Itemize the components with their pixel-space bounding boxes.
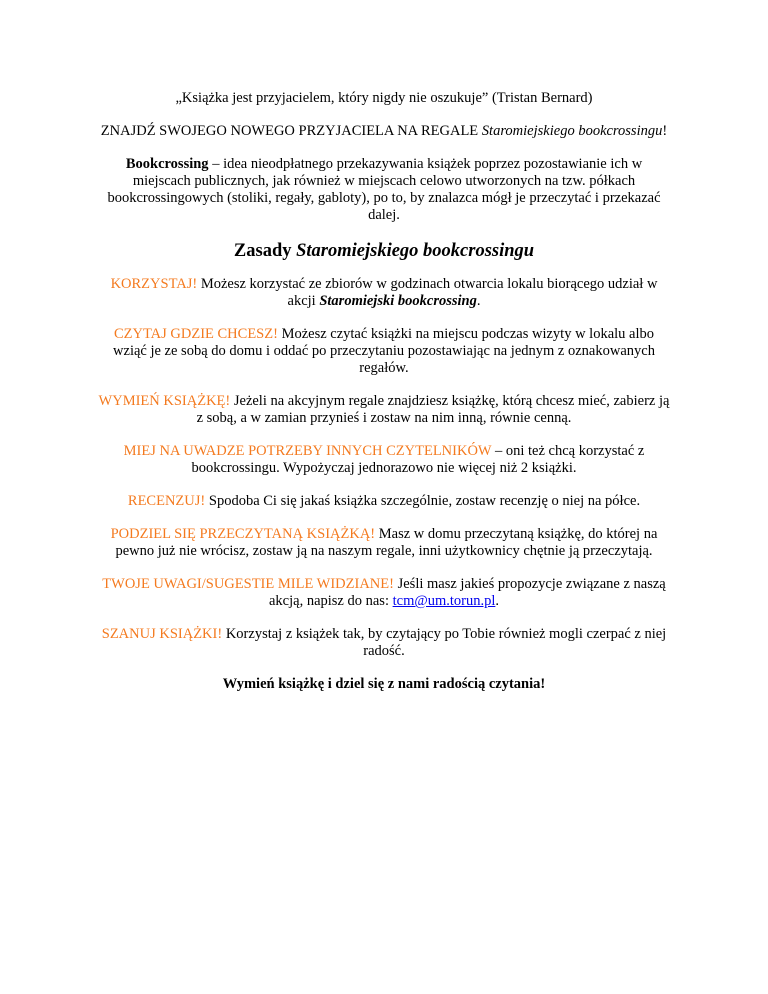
rule-text: Możesz czytać książki na miejscu podczas wizyty w lokalu albo wziąć je ze sobą do domu i oddać po przeczytaniu pozostawiając na jednym z oznakowanych regałów. [113,326,655,376]
rule-key: WYMIEŃ KSIĄŻKĘ! [98,393,231,409]
rule-text: Jeżeli na akcyjnym regale znajdziesz książkę, którą chcesz mieć, zabierz ją z sobą, a w zamian przynieś i zostaw na nim inną, równie cenną. [196,393,670,426]
rule-share [96,526,672,560]
closing-line: Wymień książkę i dziel się z nami radością czytania! [222,676,546,692]
email-link[interactable]: tcm@um.torun.pl [392,593,496,609]
rule-text: – oni też chcą korzystać z bookcrossingu. Wypożyczaj jednorazowo nie więcej niż 2 książki. [191,443,645,476]
rule-feedback [96,576,672,610]
rule-other-readers [96,443,672,477]
quote: „Książka jest przyjacielem, który nigdy nie oszukuje” (Tristan Bernard) [175,90,593,106]
rule-respect-books [96,626,672,660]
rule-text: Możesz korzystać ze zbiorów w godzinach otwarcia lokalu biorącego udział w akcji [197,276,658,309]
rule-text: Korzystaj z książek tak, by czytający po Tobie również mogli czerpać z niej radość. [222,626,667,659]
rule-key: PODZIEL SIĘ PRZECZYTANĄ KSIĄŻKĄ! [110,526,376,542]
definition-text: – idea nieodpłatnego przekazywania książek poprzez pozostawianie ich w miejscach publicznych, jak również w miejscach celowo utworzonych na tzw. półkach bookcrossingowych (stoliki, regały, gabloty), po to, by znalazca mógł je przeczytać i przekazać dalej. [107,156,661,223]
rule-text: Jeśli masz jakieś propozycje związane z naszą akcją, napisz do nas: [268,576,666,609]
rule-emphasis: Staromiejski bookcrossing [319,293,477,309]
rule-exchange [96,393,672,427]
rule-text: Masz w domu przeczytaną książkę, do której na pewno już nie wrócisz, zostaw ją na naszym regale, inni użytkownicy chętnie ją przeczytają. [115,526,658,559]
definition-term: Bookcrossing [125,156,209,172]
rule-key: MIEJ NA UWADZE POTRZEBY INNYCH CZYTELNIKÓW [123,443,492,459]
intro-end: ! [662,123,668,139]
heading-italic: Staromiejskiego bookcrossingu [296,241,535,261]
intro [96,123,672,140]
intro-text: ZNAJDŹ SWOJEGO NOWEGO PRZYJACIELA NA REGALE [100,123,482,139]
rule-key: CZYTAJ GDZIE CHCESZ! [113,326,278,342]
intro-italic: Staromiejskiego bookcrossingu [481,123,663,139]
rule-key: TWOJE UWAGI/SUGESTIE MILE WIDZIANE! [102,576,394,592]
rule-end: . [476,293,481,309]
rule-end: . [495,593,499,609]
rule-review [96,493,672,510]
rule-use [96,276,672,310]
rule-key: SZANUJ KSIĄŻKI! [101,626,223,642]
document-page [96,90,672,709]
definition [96,156,672,224]
rule-key: KORZYSTAJ! [110,276,198,292]
rules-heading [96,240,672,262]
heading-plain: Zasady [233,241,297,261]
rule-text: Spodoba Ci się jakaś książka szczególnie, zostaw recenzję o niej na półce. [205,493,641,509]
rule-read-anywhere [96,326,672,377]
rule-key: RECENZUJ! [127,493,206,509]
